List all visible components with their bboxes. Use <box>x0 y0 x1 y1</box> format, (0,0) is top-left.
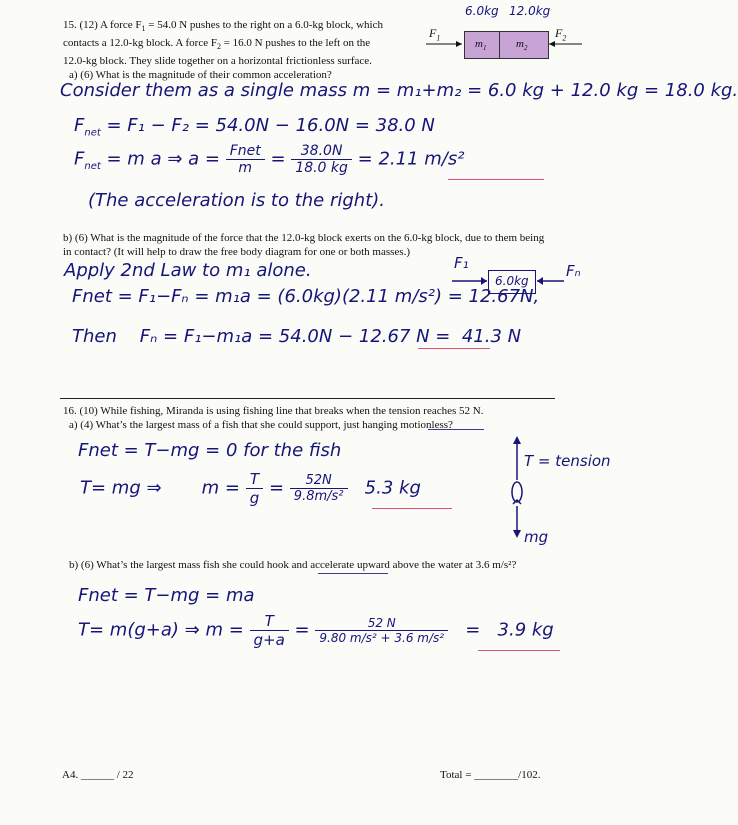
work-15b-line1: Apply 2nd Law to m₁ alone. <box>64 260 312 281</box>
work-15a-line2: $F_{net} = F_1 - F_2 = 54.0N - 16.0N = 38.0$ N <box>74 115 435 139</box>
force-arrows-icon <box>424 4 584 64</box>
answer-16b: 3.9 kg <box>497 619 554 641</box>
fbd-mg-label: mg <box>524 528 549 546</box>
fraction-52-over-sum: $\frac{52 N}{\text{9.80 m/s² + 3.6 m/s²}}$ <box>315 616 448 645</box>
answer-15a: = 2.11 m/s² <box>357 148 465 170</box>
answer-15b-underline <box>418 348 490 349</box>
work-15b-line3: Then Fₙ = F₁−m₁a = 54.0N − 12.67 N = 41.3 N <box>72 326 522 347</box>
answer-16a: 5.3 kg <box>364 477 421 499</box>
fbd-15b <box>448 254 608 304</box>
work-15a-line4: (The acceleration is to the right). <box>88 190 386 211</box>
problem-16-header: 16. (10) While fishing, Miranda is using fishing line that breaks when the tension reaches 52 N. <box>63 405 484 417</box>
work-15b-line2: Fnet = F₁−Fₙ = m₁a = (6.0kg)(2.11 m/s²) = 12.67N, <box>72 286 540 307</box>
fraction-t-over-g: $\frac{T}{g}$ <box>246 470 264 507</box>
force-f2-label: $F_2$ <box>555 26 567 43</box>
work-15a-line3: $F_{net} = m$ a ⇒ a = $\frac{\text{Fnet}}{m}$ = $\frac{38.0N}{18.0 kg}$ = 2.11 m/s² <box>74 143 465 176</box>
motionless-underline <box>428 429 484 430</box>
answer-16b-underline <box>478 650 560 651</box>
mass2-note: 12.0kg <box>509 4 551 18</box>
blocks-diagram <box>424 4 584 64</box>
answer-16a-underline <box>372 508 452 509</box>
problem-15-text <box>63 18 418 82</box>
force-f1-label: $F_1$ <box>429 26 441 43</box>
answer-15a-underline <box>448 179 544 180</box>
fraction-t-over-g-plus-a: $\frac{T}{g+a}$ <box>250 612 289 649</box>
fbd-fn-label: Fₙ <box>566 262 581 280</box>
fish-fbd-icon <box>500 430 630 550</box>
fraction-52-over-9-8: $\frac{52N}{\text{9.8m/s²}}$ <box>290 473 348 504</box>
mass1-note: 6.0kg <box>465 4 499 18</box>
problem-16b-question: b) (6) What’s the largest mass fish she could hook and accelerate upward above the water at 3.6 m/s²? <box>69 559 517 571</box>
problem-15b-question: b) (6) What is the magnitude of the force that the 12.0-kg block exerts on the 6.0-kg block, due to them being in contact? (It will help to draw the free body diagram for one or both masses.) <box>63 232 545 258</box>
work-16b-line2: T= m(g+a) ⇒ m = $\frac{T}{g+a}$ = $\frac{52 N}{\text{9.80 m/s² + 3.6 m/s²}}$ = 3.9 kg <box>78 612 554 649</box>
problem-16-text <box>63 404 563 432</box>
fraction-fnet-over-m: $\frac{\text{Fnet}}{m}$ <box>226 143 265 176</box>
problem-15-line1: 15. (12) A force $F_1 = 54.0$ N pushes to the right on a 6.0-kg block, which <box>63 19 383 34</box>
footer-score-a4: A4. ______ / 22 <box>62 769 134 781</box>
answer-15b: 41.3 N <box>461 326 522 347</box>
problem-16a-question: a) (4) What’s the largest mass of a fish that she could support, just hanging motionless? <box>69 419 453 431</box>
problem-15a-question: a) (6) What is the magnitude of their common acceleration? <box>69 69 332 82</box>
section-divider <box>60 398 555 399</box>
footer-total: Total = ________/102. <box>440 769 541 781</box>
fbd-arrows-icon <box>448 254 608 304</box>
fbd-f1-label: F₁ <box>454 254 469 272</box>
fbd-16a <box>500 430 630 550</box>
fraction-38-over-18: $\frac{38.0N}{18.0 kg}$ <box>291 143 352 176</box>
work-16a-line2: T= mg ⇒ m = $\frac{T}{g}$ = $\frac{52N}{\text{9.8m/s²}}$ 5.3 kg <box>80 470 421 507</box>
work-16b-line1: Fnet = T−mg = ma <box>78 585 255 606</box>
block-m1-label: $m_1$ <box>475 38 487 53</box>
work-15a-line1: Consider them as a single mass m = m₁+m₂ = 6.0 kg + 12.0 kg = 18.0 kg. <box>60 80 738 101</box>
work-16a-line1: Fnet = T−mg = 0 for the fish <box>78 440 342 461</box>
block-m2-label: $m_2$ <box>516 38 528 53</box>
accelerate-underline <box>318 573 388 574</box>
fbd-tension-label: T = tension <box>524 452 611 470</box>
fbd-block-label: 6.0kg <box>495 274 529 288</box>
problem-15-line2: contacts a 12.0-kg block. A force $F_2 = 16.0$ N pushes to the left on the <box>63 37 371 52</box>
problem-15-line3: 12.0-kg block. They slide together on a horizontal frictionless surface. <box>63 55 372 68</box>
